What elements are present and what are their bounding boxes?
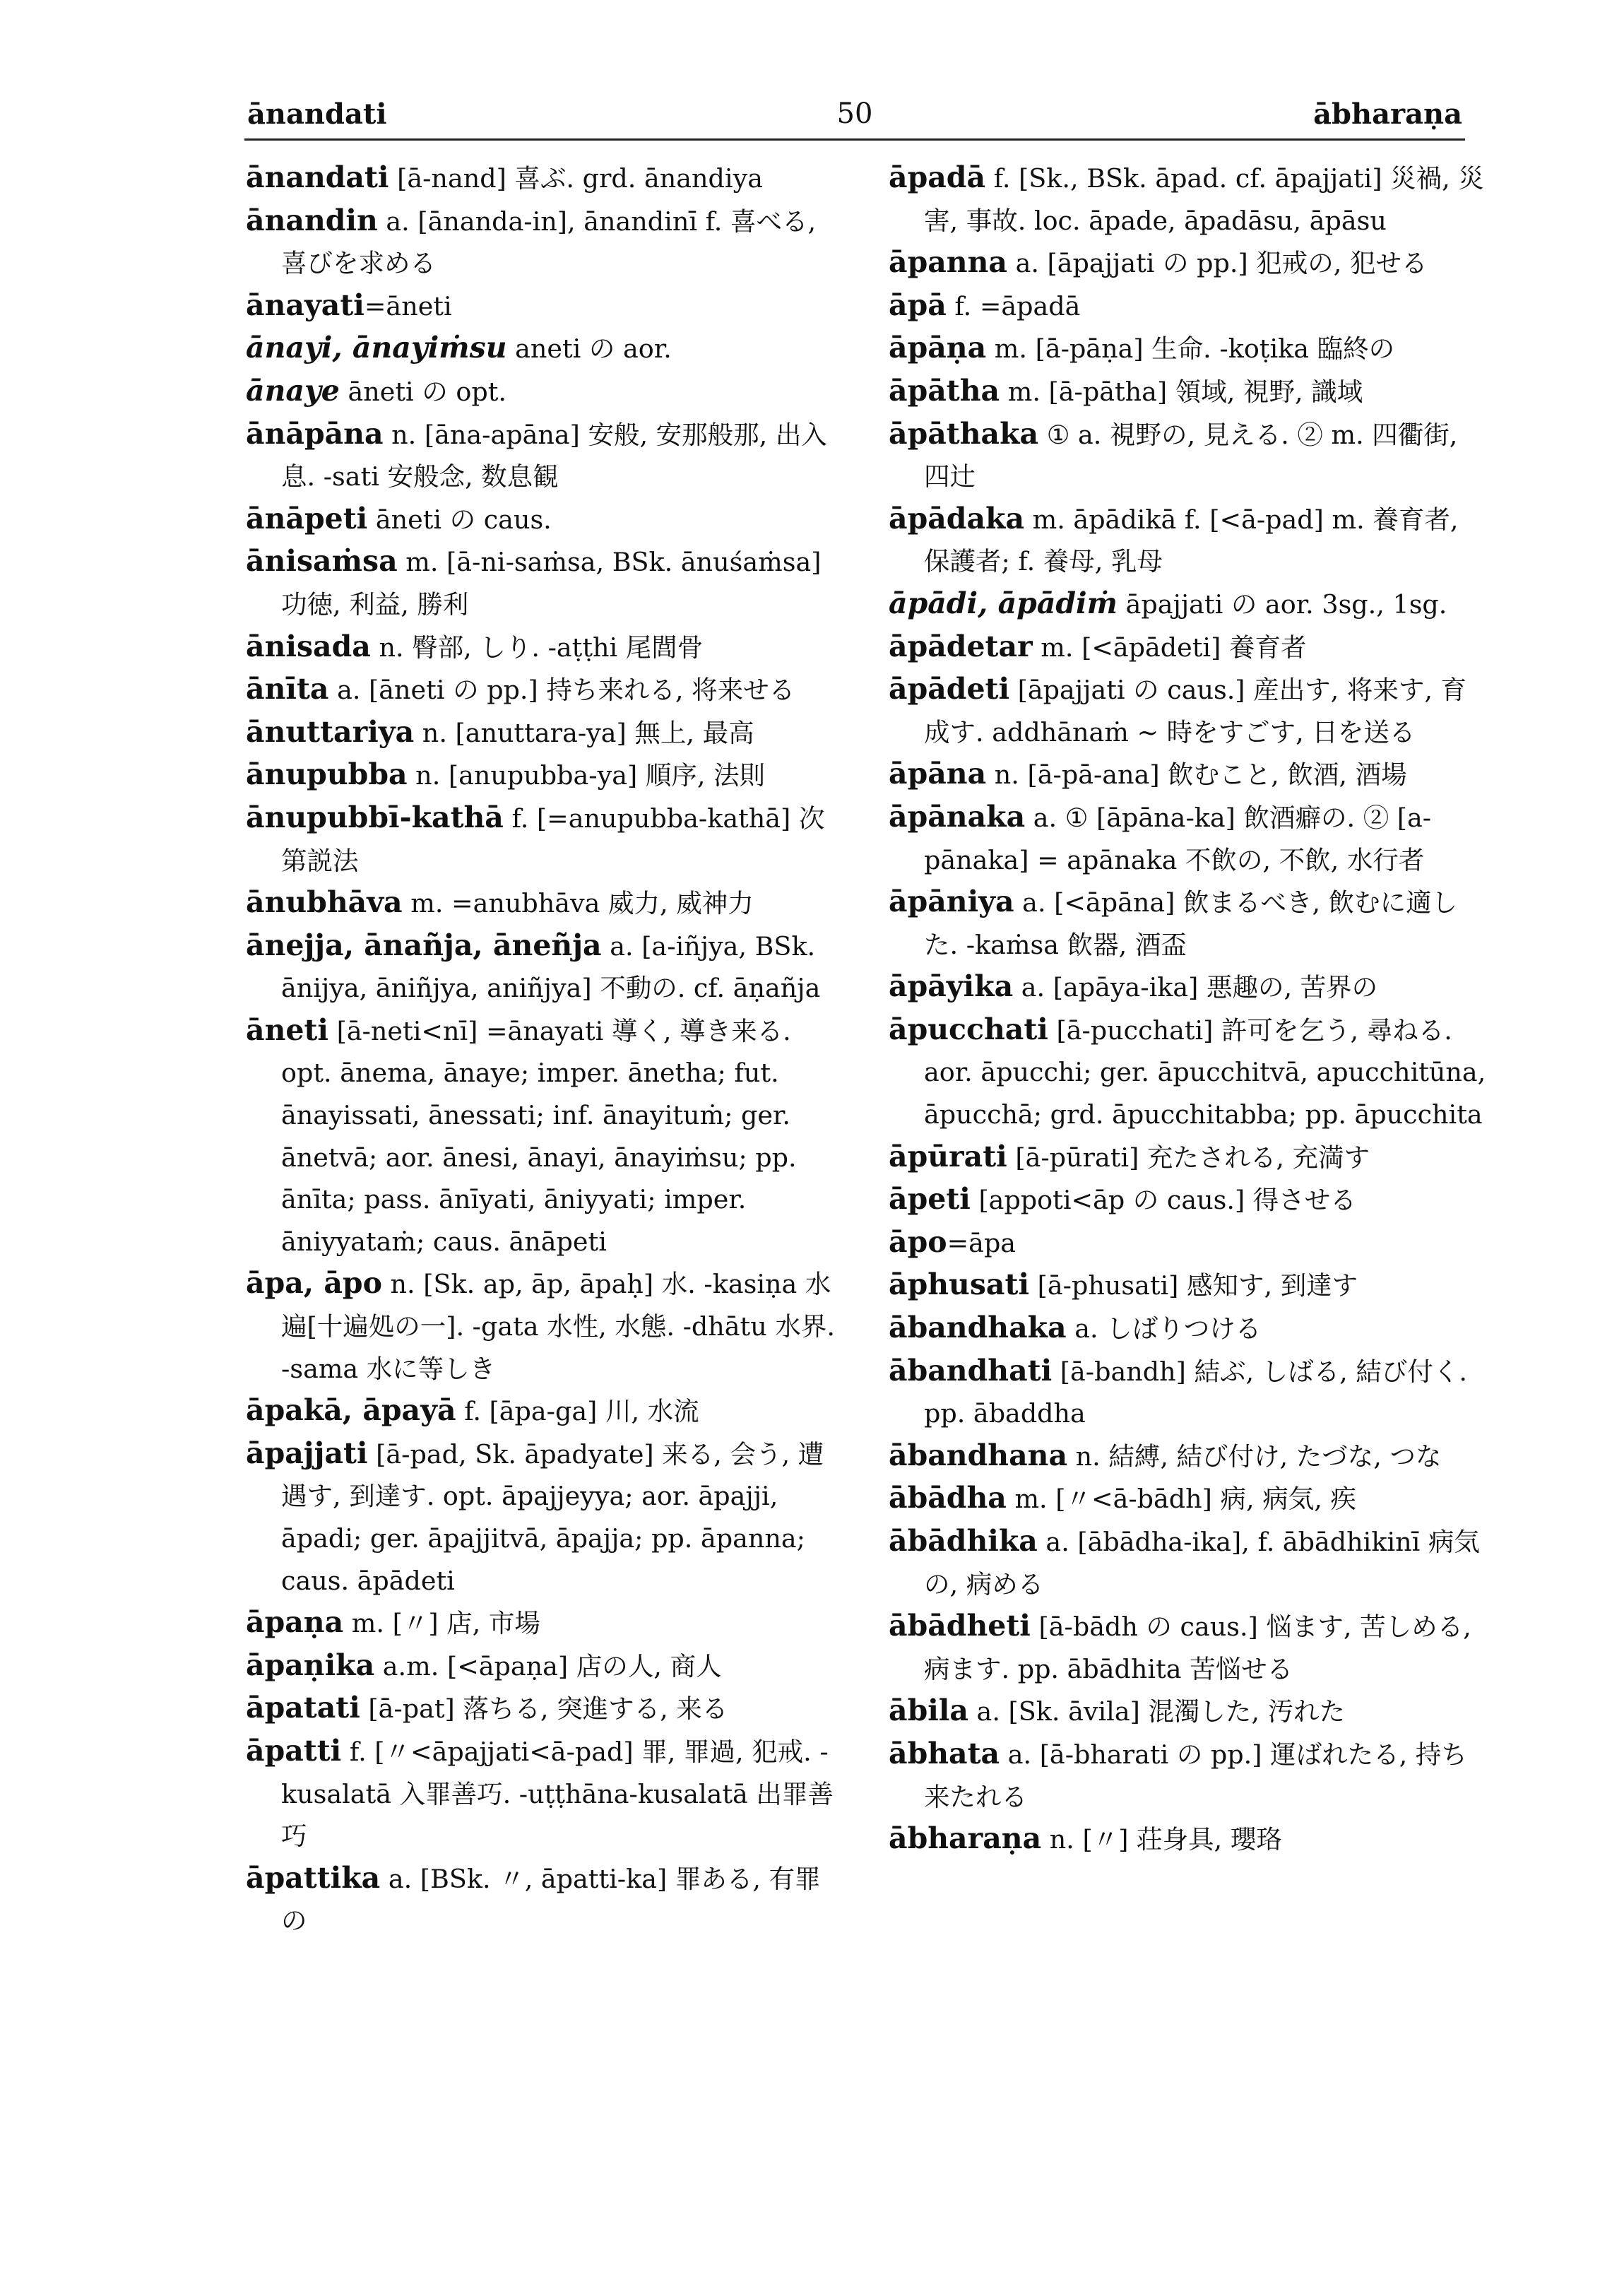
entry-definition: f. [Sk., BSk. āpad. cf. āpajjati] 災禍, 災害, 事故. loc. āpade, āpadāsu, āpāsu [924, 163, 1484, 236]
dictionary-entry [246, 1857, 846, 1942]
entry-headword: āpāthaka [889, 416, 1039, 451]
dictionary-entry [246, 1645, 846, 1688]
entry-headword: ābādha [889, 1481, 1007, 1515]
entry-definition: a. [<āpāna] 飲まるべき, 飲むに適した. -kaṁsa 飲器, 酒盃 [924, 887, 1458, 960]
entry-definition: [ā-neti<nī] =ānayati 導く, 導き来る. opt. ānema, ānaye; imper. ānetha; fut. ānayissati, ānessati; inf. ānayituṁ; ger. ānetvā; aor. ānesi, ānayi, ānayiṁsu; pp. ānīta; pass. ānīyati, āniyyati; imper. āniyyataṁ; caus. ānāpeti [281, 1015, 797, 1257]
entry-definition: [ā-bādh の caus.] 悩ます, 苦しめる, 病ます. pp. ābādhita 苦悩せる [924, 1612, 1471, 1684]
entry-definition: n. 結縛, 結び付け, たづな, つな [1067, 1441, 1442, 1472]
entry-headword: āpātha [889, 373, 1000, 408]
dictionary-entry [889, 753, 1489, 796]
dictionary-entry [246, 882, 846, 925]
entry-definition: f. =āpadā [946, 290, 1081, 321]
entry-headword: āpādaka [889, 501, 1025, 536]
entry-definition: [appoti<āp の caus.] 得させる [970, 1185, 1356, 1216]
entry-definition: āpajjati の aor. 3sg., 1sg. [1118, 589, 1447, 620]
dictionary-entry [889, 1818, 1489, 1861]
entry-headword: ānayati [246, 288, 364, 322]
dictionary-entry [889, 583, 1489, 626]
entry-headword: āpāna [889, 757, 987, 791]
dictionary-entry [889, 498, 1489, 583]
dictionary-entry [889, 1222, 1489, 1265]
entry-definition: a. [a-iñjya, BSk. ānijya, āniñjya, aniñjya] 不動の. cf. āṇañja [281, 930, 821, 1004]
entry-definition: f. [〃<āpajjati<ā-pad] 罪, 罪過, 犯戒. -kusalatā 入罪善巧. -uṭṭhāna-kusalatā 出罪善巧 [281, 1736, 834, 1852]
dictionary-entry [889, 1605, 1489, 1690]
dictionary-entry [889, 1690, 1489, 1733]
dictionary-entry [246, 1602, 846, 1645]
dictionary-entry [889, 1520, 1489, 1605]
entry-headword: āpā [889, 288, 947, 322]
dictionary-entry [889, 626, 1489, 669]
dictionary-entry [246, 1390, 846, 1433]
entry-definition: n. [〃] 荘身具, 瓔珞 [1041, 1824, 1282, 1855]
entry-headword: ābharaṇa [889, 1821, 1042, 1856]
entry-headword: ānisada [246, 629, 371, 663]
dictionary-entry [246, 413, 846, 498]
entry-headword: āpānaka [889, 799, 1026, 834]
entry-headword: āpādeti [889, 672, 1010, 706]
header-rule [244, 138, 1465, 141]
entry-definition: f. [=anupubba-kathā] 次第説法 [281, 803, 825, 876]
dictionary-entry [246, 540, 846, 625]
entry-definition: =āneti [364, 290, 452, 321]
entry-definition: m. [<āpādeti] 養育者 [1032, 632, 1307, 663]
entry-definition: a. [ānanda-in], ānandinī f. 喜べる, 喜びを求める [281, 206, 817, 279]
dictionary-entry [889, 1435, 1489, 1478]
entry-headword: āpādetar [889, 629, 1033, 663]
dictionary-entry [246, 1010, 846, 1263]
entry-headword: ānejja, ānañja, āneñja [246, 928, 602, 962]
dictionary-entry [889, 1264, 1489, 1307]
entry-headword: āpāniya [889, 885, 1014, 919]
dictionary-entry [889, 1733, 1489, 1818]
dictionary-entry [246, 1263, 846, 1390]
entry-headword: āpāṇa [889, 331, 987, 365]
dictionary-entry [889, 881, 1489, 966]
entry-definition: m. [ā-pāṇa] 生命. -koṭika 臨終の [986, 333, 1395, 365]
entry-headword: āphusati [889, 1267, 1030, 1302]
dictionary-entry [889, 1178, 1489, 1222]
entry-definition: n. [Sk. ap, āp, āpaḥ] 水. -kasiṇa 水遍[十遍処の一]. -gata 水性, 水態. -dhātu 水界. -sama 水に等しき [281, 1269, 835, 1384]
entry-headword: āpatti [246, 1733, 342, 1768]
dictionary-entry [246, 1730, 846, 1857]
entry-definition: m. [〃<ā-bādh] 病, 病気, 疾 [1006, 1484, 1356, 1515]
entry-definition: f. [āpa-ga] 川, 水流 [456, 1396, 699, 1427]
entry-headword: ānāpeti [246, 501, 368, 536]
entry-definition: [ā-pad, Sk. āpadyate] 来る, 会う, 遭遇す, 到達す. opt. āpajjeyya; aor. āpajji, āpadi; ger. āpajjitvā, āpajja; pp. āpanna; caus. āpādeti [281, 1438, 824, 1596]
entry-headword: ānuttariya [246, 714, 415, 749]
right-column [889, 157, 1489, 1861]
entry-headword: āpeti [889, 1182, 971, 1217]
dictionary-entry [246, 370, 846, 413]
entry-headword: ābādheti [889, 1609, 1031, 1643]
dictionary-entry [889, 370, 1489, 413]
entry-definition: [ā-pat] 落ちる, 突進する, 来る [360, 1693, 728, 1725]
entry-definition: n. [anupubba-ya] 順序, 法則 [407, 760, 766, 791]
entry-headword: āpaṇika [246, 1648, 375, 1682]
entry-headword: ābandhana [889, 1438, 1068, 1472]
entry-headword: āneti [246, 1012, 328, 1047]
entry-definition: m. [ā-ni-saṁsa, BSk. ānuśaṁsa] 功徳, 利益, 勝利 [281, 547, 822, 620]
entry-headword: ābandhaka [889, 1311, 1067, 1345]
dictionary-entry [246, 200, 846, 285]
dictionary-entry [889, 796, 1489, 881]
dictionary-entry [246, 1687, 846, 1730]
entry-headword: ābādhika [889, 1524, 1038, 1558]
entry-definition: a. [āneti の pp.] 持ち来れる, 将来せる [328, 675, 795, 706]
entry-definition: n. [anuttara-ya] 無上, 最高 [414, 717, 754, 748]
entry-definition: a. [ā-bharati の pp.] 運ばれたる, 持ち来たれる [924, 1739, 1467, 1812]
dictionary-entry [889, 1350, 1489, 1435]
entry-definition: [ā-pucchati] 許可を乞う, 尋ねる. aor. āpucchi; ger. āpucchitvā, apucchitūna, āpucchā; grd. āpucchitabba; pp. āpucchita [924, 1015, 1486, 1130]
dictionary-entry [889, 1136, 1489, 1179]
dictionary-entry [889, 966, 1489, 1009]
dictionary-entry [889, 327, 1489, 370]
entry-headword: ābhata [889, 1736, 1000, 1770]
dictionary-entry [889, 668, 1489, 753]
entry-definition: aneti の aor. [506, 333, 672, 365]
dictionary-entry [889, 242, 1489, 285]
entry-definition: [ā-pūrati] 充たされる, 充満す [1007, 1142, 1370, 1173]
entry-definition: [ā-phusati] 感知す, 到達す [1029, 1270, 1358, 1301]
entry-definition: a. ① [āpāna-ka] 飲酒癖の. ② [a-pānaka] = apānaka 不飲の, 不飲, 水行者 [924, 802, 1432, 875]
header-last-word: ābharaṇa [1313, 97, 1462, 131]
entry-headword: āpanna [889, 245, 1007, 280]
page-number: 50 [836, 97, 873, 130]
dictionary-entry [246, 157, 846, 200]
entry-headword: ānāpāna [246, 416, 384, 451]
entry-definition: a.m. [<āpaṇa] 店の人, 商人 [374, 1650, 722, 1681]
entry-headword: ānaye [246, 373, 340, 408]
dictionary-entry [246, 668, 846, 711]
entry-headword: ānupubba [246, 757, 408, 792]
entry-definition: m. āpādikā f. [<ā-pad] m. 養育者, 保護者; f. 養母, 乳母 [924, 504, 1459, 577]
dictionary-entry [246, 925, 846, 1010]
left-column [246, 157, 846, 1942]
dictionary-entry [246, 285, 846, 328]
entry-headword: ānayi, ānayiṁsu [246, 331, 507, 365]
entry-headword: āpakā, āpayā [246, 1393, 456, 1428]
entry-headword: āpaṇa [246, 1605, 344, 1640]
dictionary-entry [246, 1433, 846, 1602]
entry-headword: ānubhāva [246, 885, 403, 920]
entry-headword: ānandati [246, 160, 389, 194]
dictionary-entry [889, 413, 1489, 498]
entry-definition: [ā-nand] 喜ぶ. grd. ānandiya [389, 163, 763, 194]
entry-headword: āpa, āpo [246, 1266, 382, 1301]
header-first-word: ānandati [247, 97, 387, 131]
dictionary-entry [889, 1477, 1489, 1520]
entry-definition: a. [ābādha-ika], f. ābādhikinī 病気の, 病める [924, 1527, 1480, 1600]
entry-definition: =āpa [947, 1227, 1017, 1258]
entry-definition: a. [apāya-ika] 悪趣の, 苦界の [1013, 972, 1378, 1003]
entry-headword: āpūrati [889, 1139, 1007, 1173]
entry-headword: āpo [889, 1224, 947, 1259]
entry-headword: āpajjati [246, 1436, 368, 1470]
entry-headword: āpattika [246, 1860, 381, 1895]
entry-headword: āpatati [246, 1691, 360, 1725]
entry-headword: ānisaṁsa [246, 544, 398, 579]
entry-headword: ābila [889, 1693, 968, 1728]
dictionary-entry [246, 711, 846, 755]
entry-definition: āneti の opt. [339, 376, 506, 407]
entry-definition: a. [Sk. āvila] 混濁した, 汚れた [968, 1696, 1346, 1727]
entry-definition: āneti の caus. [367, 504, 552, 535]
entry-definition: n. [ā-pā-ana] 飲むこと, 飲酒, 酒場 [986, 759, 1407, 791]
entry-definition: m. [〃] 店, 市場 [343, 1608, 540, 1639]
entry-headword: āpadā [889, 160, 986, 194]
entry-definition: n. [āna-apāna] 安般, 安那般那, 出入息. -sati 安般念, 数息観 [281, 419, 827, 492]
entry-definition: [ā-bandh] 結ぶ, しばる, 結び付く. pp. ābaddha [924, 1356, 1467, 1429]
dictionary-entry [246, 797, 846, 882]
dictionary-entry [889, 1307, 1489, 1350]
entry-headword: ānandin [246, 203, 378, 237]
dictionary-entry [889, 157, 1489, 242]
entry-headword: āpucchati [889, 1012, 1048, 1046]
entry-definition: ① a. 視野の, 見える. ② m. 四衢街, 四辻 [924, 419, 1458, 492]
entry-headword: ānīta [246, 672, 329, 706]
dictionary-entry [246, 498, 846, 541]
dictionary-entry [246, 626, 846, 669]
entry-definition: a. [BSk. 〃, āpatti-ka] 罪ある, 有罪の [281, 1863, 821, 1937]
entry-definition: m. =anubhāva 威力, 威神力 [402, 888, 754, 919]
entry-definition: n. 臀部, しり. -aṭṭhi 尾閭骨 [370, 632, 704, 663]
entry-headword: ānupubbī-kathā [246, 800, 504, 834]
dictionary-entry [246, 327, 846, 370]
entry-definition: a. しばりつける [1066, 1313, 1262, 1344]
entry-headword: āpāyika [889, 969, 1014, 1004]
entry-definition: m. [ā-pātha] 領域, 視野, 識域 [1000, 376, 1363, 407]
entry-headword: āpādi, āpādiṁ [889, 586, 1118, 620]
dictionary-entry [246, 754, 846, 797]
dictionary-entry [889, 285, 1489, 328]
entry-definition: [āpajjati の caus.] 産出す, 将来す, 育成す. addhānaṁ ~ 時をすごす, 日を送る [924, 675, 1467, 747]
dictionary-entry [889, 1009, 1489, 1136]
entry-definition: a. [āpajjati の pp.] 犯戒の, 犯せる [1007, 248, 1428, 279]
entry-headword: ābandhati [889, 1353, 1053, 1388]
